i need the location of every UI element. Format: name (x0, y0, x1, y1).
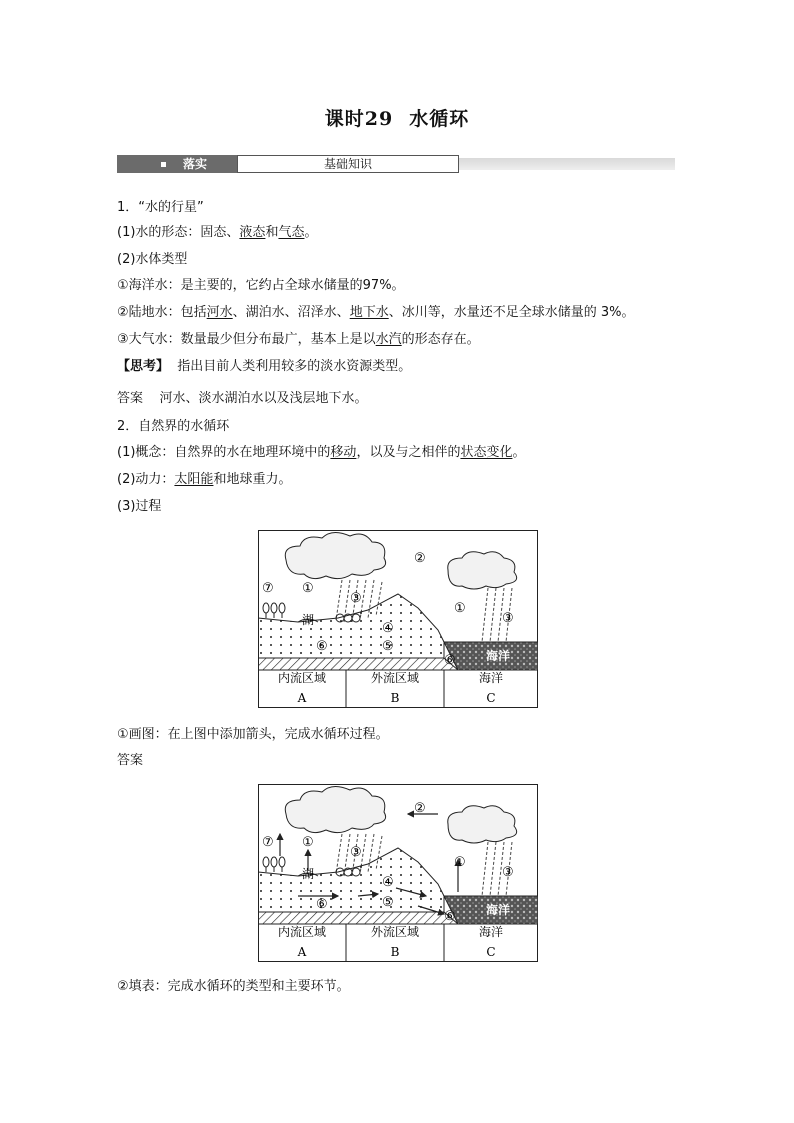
text: 河水、淡水湖泊水以及浅层地下水。 (159, 391, 368, 406)
label-7: ⑦ (262, 835, 274, 850)
paragraph-power (117, 471, 291, 489)
answer-solar: 太阳能 (174, 472, 214, 487)
lesson-title: 水循环 (409, 108, 470, 130)
region-letter-a: A (297, 691, 307, 705)
text: ，以及与之相伴的 (356, 445, 461, 460)
answer-move: 移动 (330, 445, 357, 460)
region-letter-b: B (390, 945, 400, 959)
diagram-svg-1 (258, 530, 538, 708)
region-label-outflow: 外流区域 (370, 671, 420, 685)
task-fill-table: ②填表：完成水循环的类型和主要环节。 (117, 979, 350, 994)
text: 、冰川等，水量还不足全球水储量的 3%。 (388, 305, 635, 320)
text: 。 (304, 225, 318, 240)
label-6-sea: ⑥ (444, 909, 456, 924)
label-4: ④ (382, 621, 394, 636)
label-1-sea: ① (454, 855, 466, 870)
text: ②陆地水：包括 (117, 305, 207, 320)
label-6-land: ⑥ (316, 897, 328, 912)
region-letter-c: C (486, 945, 496, 959)
label-5: ⑤ (382, 895, 394, 910)
item-heading-2: 2．自然界的水循环 (117, 419, 230, 434)
region-letter-b: B (390, 691, 400, 705)
paragraph-concept (117, 444, 525, 462)
region-label-ocean: 海洋 (478, 671, 504, 685)
region-label-ocean: 海洋 (478, 925, 504, 939)
section-tag-text: 落实 (183, 157, 208, 171)
answer-vapor: 水汽 (375, 332, 402, 347)
text: 和 (265, 225, 279, 240)
rock-layer (258, 912, 458, 924)
label-3-sea: ③ (502, 865, 514, 880)
label-lake: 湖 (302, 867, 315, 881)
label-lake: 湖 (302, 613, 315, 627)
region-label-inland: 内流区域 (277, 671, 327, 685)
label-ocean: 海洋 (486, 903, 511, 917)
section-label: 基础知识 (237, 155, 459, 173)
item-heading-1: 1．“水的行星” (117, 200, 204, 215)
label-6-sea: ⑥ (444, 653, 456, 668)
label-1-land: ① (302, 835, 314, 850)
page-title (0, 104, 794, 131)
lesson-number: 课时29 (324, 108, 394, 130)
label-2: ② (414, 801, 426, 816)
text: 和地球重力。 (213, 472, 292, 487)
rock-layer (258, 658, 458, 670)
paragraph-ocean-water: ①海洋水：是主要的，它约占全球水储量的97%。 (117, 278, 405, 293)
text: 的形态存在。 (401, 332, 480, 347)
text: ③大气水：数量最少但分布最广，基本上是以 (117, 332, 376, 347)
water-cycle-diagram-blank (258, 530, 538, 712)
paragraph-land-water (117, 304, 634, 322)
text: (1)概念：自然界的水在地理环境中的 (117, 445, 331, 460)
diagram-svg-2 (258, 784, 538, 962)
text: 、湖泊水、沼泽水、 (232, 305, 350, 320)
paragraph-process: (3)过程 (117, 499, 162, 514)
think-question (117, 358, 411, 376)
paragraph-water-types: (2)水体类型 (117, 252, 188, 267)
label-1-land: ① (302, 581, 314, 596)
label-5: ⑤ (382, 639, 394, 654)
label-6-land: ⑥ (316, 639, 328, 654)
text: 。 (512, 445, 526, 460)
region-letter-c: C (486, 691, 496, 705)
task-draw: ①画图：在上图中添加箭头，完成水循环过程。 (117, 727, 389, 742)
label-3-land: ③ (350, 591, 362, 606)
answer-river: 河水 (206, 305, 233, 320)
answer-groundwater: 地下水 (349, 305, 389, 320)
label-3-land: ③ (350, 845, 362, 860)
label-1-sea: ① (454, 601, 466, 616)
square-icon (161, 162, 166, 167)
region-letter-a: A (297, 945, 307, 959)
label-4: ④ (382, 875, 394, 890)
think-answer (117, 390, 368, 408)
answer-label: 答案 (117, 391, 144, 406)
label-3-sea: ③ (502, 611, 514, 626)
water-cycle-diagram-answer (258, 784, 538, 966)
answer-liquid: 液态 (239, 225, 266, 240)
text: (2)动力： (117, 472, 175, 487)
answer-gas: 气态 (278, 225, 305, 240)
label-7: ⑦ (262, 581, 274, 596)
paragraph-atmos-water (117, 331, 480, 349)
section-tag (117, 155, 237, 173)
answer-state-change: 状态变化 (460, 445, 513, 460)
label-ocean: 海洋 (486, 649, 511, 663)
paragraph-water-forms (117, 224, 317, 242)
text: (1)水的形态：固态、 (117, 225, 240, 240)
section-header (117, 155, 675, 173)
label-2: ② (414, 551, 426, 566)
answer-label-2: 答案 (117, 753, 144, 768)
region-label-inland: 内流区域 (277, 925, 327, 939)
text: 指出目前人类利用较多的淡水资源类型。 (177, 359, 412, 374)
region-label-outflow: 外流区域 (370, 925, 420, 939)
think-label: 【思考】 (117, 359, 170, 374)
